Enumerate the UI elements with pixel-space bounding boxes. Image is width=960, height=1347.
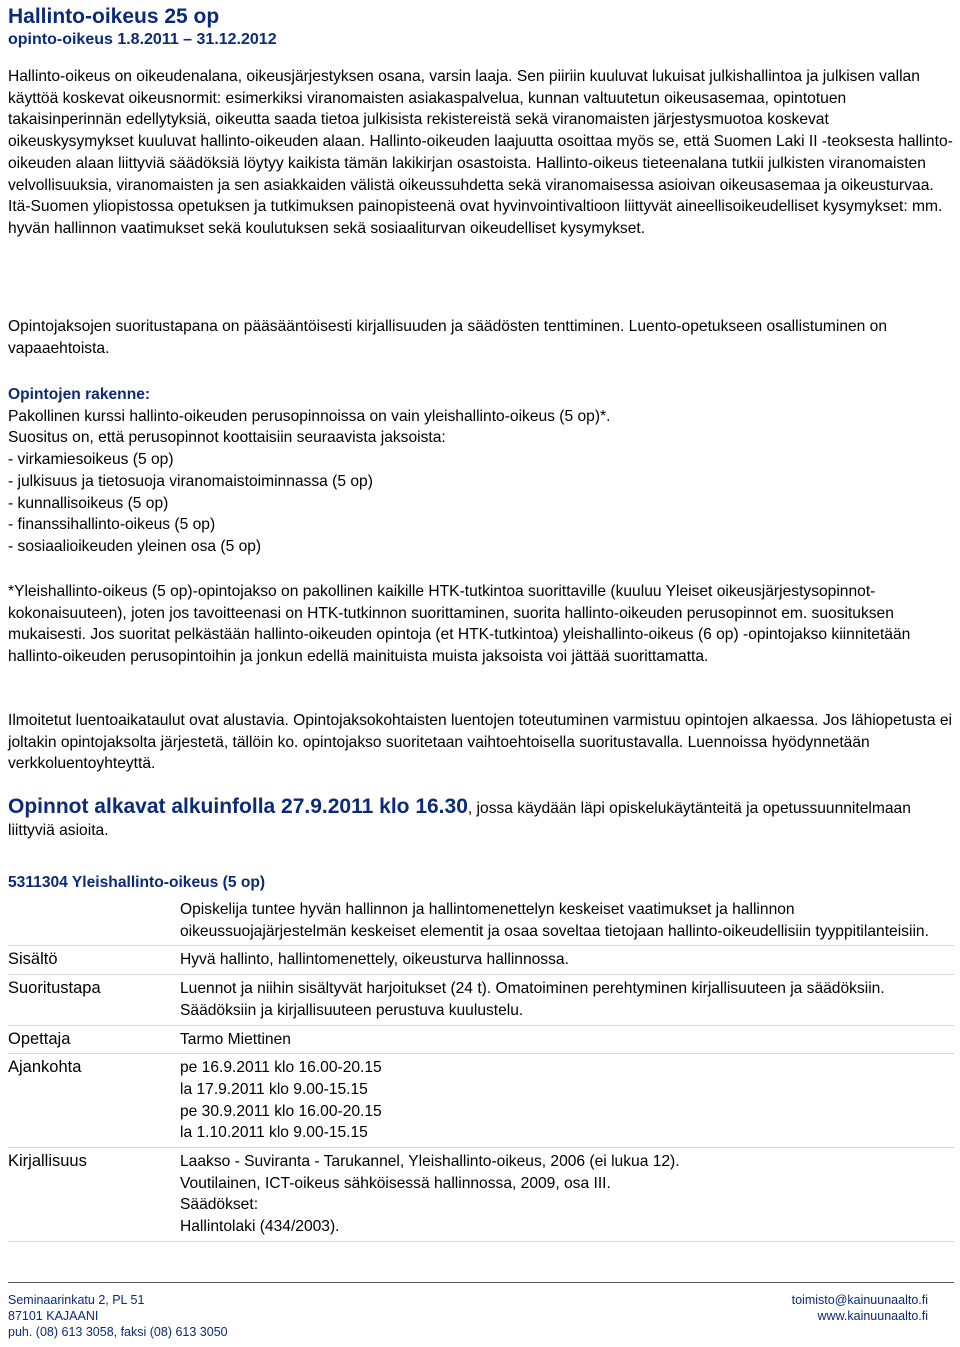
- footer-website-link[interactable]: www.kainuunaalto.fi: [817, 1309, 928, 1323]
- objective-label: [8, 896, 180, 946]
- course-details-table: [8, 896, 954, 1242]
- list-item: - finanssihallinto-oikeus (5 op): [8, 516, 216, 534]
- time-values: [180, 1054, 954, 1148]
- course-title: 5311304 Yleishallinto-oikeus (5 op): [8, 874, 266, 891]
- list-item: - sosiaalioikeuden yleinen osa (5 op): [8, 537, 262, 555]
- structure-mandatory: Pakollinen kurssi hallinto-oikeuden perusopinnoissa on vain yleishallinto-oikeus (5 op)*.: [8, 407, 611, 425]
- content-label: Sisältö: [8, 946, 180, 975]
- literature-item: Laakso - Suviranta - Tarukannel, Yleishallinto-oikeus, 2006 (ei lukua 12).: [180, 1153, 680, 1171]
- table-row: [8, 946, 954, 975]
- literature-values: [180, 1148, 954, 1242]
- literature-item: Voutilainen, ICT-oikeus sähköisessä hallinnossa, 2009, osa III.: [180, 1174, 611, 1192]
- objective-value: Opiskelija tuntee hyvän hallinnon ja hallintomenettelyn keskeiset vaatimukset ja hallinnon oikeussuojajärjestelmän keskeiset elementit ja osaa soveltaa tietojaan hallinto-oikeudellisiin tyyppitilanteisiin.: [180, 896, 954, 946]
- footer-city: 87101 KAJAANI: [8, 1309, 99, 1323]
- time-item: pe 30.9.2011 klo 16.00-20.15: [180, 1102, 382, 1120]
- footer-divider: [8, 1282, 954, 1283]
- page-subtitle: opinto-oikeus 1.8.2011 – 31.12.2012: [8, 31, 277, 48]
- table-row: [8, 1025, 954, 1054]
- literature-label: Kirjallisuus: [8, 1148, 180, 1242]
- structure-heading: Opintojen rakenne:: [8, 386, 151, 403]
- time-item: pe 16.9.2011 klo 16.00-20.15: [180, 1059, 382, 1077]
- method-value: Luennot ja niihin sisältyvät harjoitukset (24 t). Omatoiminen perehtyminen kirjallisuuteen ja säädöksiin. Säädöksiin ja kirjallisuuteen perustuva kuulustelu.: [180, 975, 954, 1025]
- time-item: la 1.10.2011 klo 9.00-15.15: [180, 1124, 368, 1142]
- list-item: - julkisuus ja tietosuoja viranomaistoiminnassa (5 op): [8, 472, 373, 490]
- study-method-paragraph: Opintojaksojen suoritustapana on pääsääntöisesti kirjallisuuden ja säädösten tenttiminen. Luento-opetukseen osallistuminen on vapaaehtoista.: [8, 318, 888, 357]
- footer-contact: [792, 1292, 928, 1324]
- footer-street: Seminaarinkatu 2, PL 51: [8, 1293, 145, 1307]
- table-row: [8, 896, 954, 946]
- table-row: [8, 975, 954, 1025]
- teacher-value: Tarmo Miettinen: [180, 1025, 954, 1054]
- schedule-paragraph: Ilmoitetut luentoaikataulut ovat alustavia. Opintojaksokohtaisten luentojen toteutuminen varmistuu opintojen alkaessa. Jos lähiopetusta ei joltakin opintojaksolta järjestetä, tällöin ko. opintojakso suoritetaan vaihtoehtoisella suoritustavalla. Luennoissa hyödynnetään verkkoluentoyhteyttä.: [8, 712, 953, 773]
- start-announcement: [8, 796, 954, 841]
- structure-section: [8, 384, 954, 558]
- content-value: Hyvä hallinto, hallintomenettely, oikeusturva hallinnossa.: [180, 946, 954, 975]
- footer-phone: puh. (08) 613 3058, faksi (08) 613 3050: [8, 1325, 228, 1339]
- literature-item: Hallintolaki (434/2003).: [180, 1218, 340, 1236]
- footer-address: [8, 1292, 228, 1340]
- table-row: [8, 1054, 954, 1148]
- footer-email-link[interactable]: toimisto@kainuunaalto.fi: [791, 1293, 928, 1307]
- table-row: [8, 1148, 954, 1242]
- announcement-highlight: Opinnot alkavat alkuinfolla 27.9.2011 klo 16.30: [8, 795, 468, 818]
- intro-paragraph: Hallinto-oikeus on oikeudenalana, oikeusjärjestyksen osana, varsin laaja. Sen piiriin kuuluvat lukuisat julkishallintoa ja julkisen vallan käyttöä koskevat oikeusnormit: esimerkiksi viranomaisten asiakaspalvelua, kunnan valtuutetun oikeusasemaa, opintotuen takaisinperinnän edellytyksiä, oikeutta saada tietoa julkisista rekistereistä sekä viranomaisten järjestysmuotoa koskevat oikeuskysymykset kuuluvat hallinto-oikeuden alaan. Hallinto-oikeuden laajuutta osoittaa myös se, että Suomen Laki II -teoksesta hallinto-oikeuden alaan liittyviä säädöksiä löytyy kaikista tämän lakikirjan osastoista. Hallinto-oikeus tieteenalana tutkii julkisten viranomaisten velvollisuuksia, viranomaisten ja sen asiakkaiden välistä oikeussuhdetta sekä viranomaisessa asioivan oikeusasemaa ja oikeusturvaa. Itä-Suomen yliopistossa opetuksen ja tutkimuksen painopisteenä ovat hyvinvointivaltioon liittyvät aineellisoikeudelliset kysymykset: mm. hyvän hallinnon vaatimukset sekä koulutuksen sekä sosiaaliturvan oikeudelliset kysymykset.: [8, 68, 953, 237]
- time-item: la 17.9.2011 klo 9.00-15.15: [180, 1080, 368, 1098]
- structure-list: [8, 449, 954, 558]
- list-item: - virkamiesoikeus (5 op): [8, 451, 174, 469]
- footnote-paragraph: *Yleishallinto-oikeus (5 op)-opintojakso on pakollinen kaikille HTK-tutkintoa suorittaville (kuuluu Yleiset oikeusjärjestysopinnot-kokonaisuuteen), joten jos tavoitteenasi on HTK-tutkinnon suorittaminen, suorita hallinto-oikeuden perusopinnot em. suosituksen mukaisesti. Jos suoritat pelkästään hallinto-oikeuden opintoja (et HTK-tutkintoa) yleishallinto-oikeus (6 op) -opintojakso kiinnitetään hallinto-oikeuden perusopintoihin ja jonkun edellä mainituista muista jaksoista voi jättää suorittamatta.: [8, 583, 911, 666]
- time-label: Ajankohta: [8, 1054, 180, 1148]
- page-title: Hallinto-oikeus 25 op: [8, 5, 220, 28]
- structure-recommendation: Suositus on, että perusopinnot koottaisiin seuraavista jaksoista:: [8, 429, 446, 447]
- announcement-rest: , jossa käydään läpi opiskelukäytänteitä ja opetussuunnitelmaan liittyviä asioita.: [8, 800, 911, 839]
- list-item: - kunnallisoikeus (5 op): [8, 494, 169, 512]
- literature-item: Säädökset:: [180, 1196, 259, 1214]
- title-block: [8, 4, 954, 50]
- method-label: Suoritustapa: [8, 975, 180, 1025]
- teacher-label: Opettaja: [8, 1025, 180, 1054]
